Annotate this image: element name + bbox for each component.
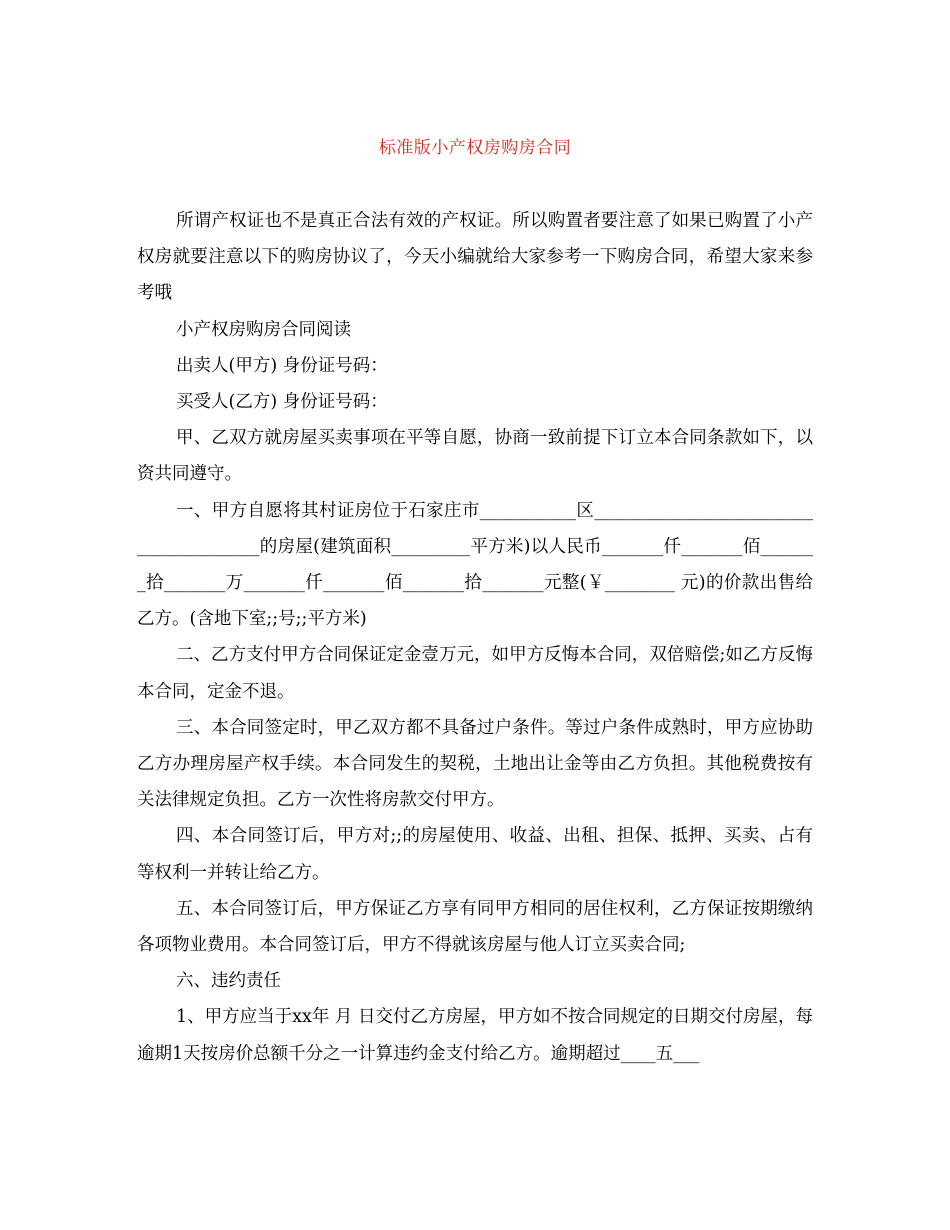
intro-paragraph: 所谓产权证也不是真正合法有效的产权证。所以购置者要注意了如果已购置了小产权房就要注意以下的购房协议了，今天小编就给大家参考一下购房合同，希望大家来参考哦 — [137, 211, 813, 304]
clause-5: 五、本合同签订后，甲方保证乙方享有同甲方相同的居住权利，乙方保证按期缴纳各项物业费用。本合同签订后，甲方不得就该房屋与他人订立买卖合同; — [137, 898, 813, 956]
seller-line: 出卖人(甲方) 身份证号码： — [176, 355, 388, 376]
clause-6-heading: 六、违约责任 — [176, 971, 281, 992]
clause-2: 二、乙方支付甲方合同保证定金壹万元，如甲方反悔本合同，双倍赔偿;如乙方反悔本合同，定金不退。 — [137, 645, 813, 702]
buyer-line: 买受人(乙方) 身份证号码： — [176, 392, 388, 413]
document-title: 标准版小产权房购房合同 — [378, 138, 572, 158]
clause-3: 三、本合同签定时，甲乙双方都不具备过户条件。等过户条件成熟时，甲方应协助乙方办理房屋产权手续。本合同发生的契税，土地出让金等由乙方负担。其他税费按有关法律规定负担。乙方一次性将房款交付甲方。 — [137, 717, 813, 811]
clause-6-item-1: 1、甲方应当于xx年 月 日交付乙方房屋，甲方如不按合同规定的日期交付房屋，每逾期1天按房价总额千分之一计算违约金支付给乙方。逾期超过____五___ — [137, 1007, 813, 1064]
document-body — [137, 203, 813, 1072]
clause-4: 四、本合同签订后，甲方对;;的房屋使用、收益、出租、担保、抵押、买卖、占有等权利一并转让给乙方。 — [137, 826, 813, 883]
contract-heading: 小产权房购房合同阅读 — [176, 319, 351, 340]
preamble-paragraph: 甲、乙双方就房屋买卖事项在平等自愿，协商一致前提下订立本合同条款如下，以资共同遵守。 — [137, 428, 813, 485]
clause-1: 一、甲方自愿将其村证房位于石家庄市___________区_______________________________________的房屋(建筑面积_________平方米)以人民币_______仟_______佰_______拾_______万_______仟_______佰_______拾_______元整(￥________ 元)的价款出售给乙方。(含地下室;;号;;平方米) — [137, 500, 813, 630]
